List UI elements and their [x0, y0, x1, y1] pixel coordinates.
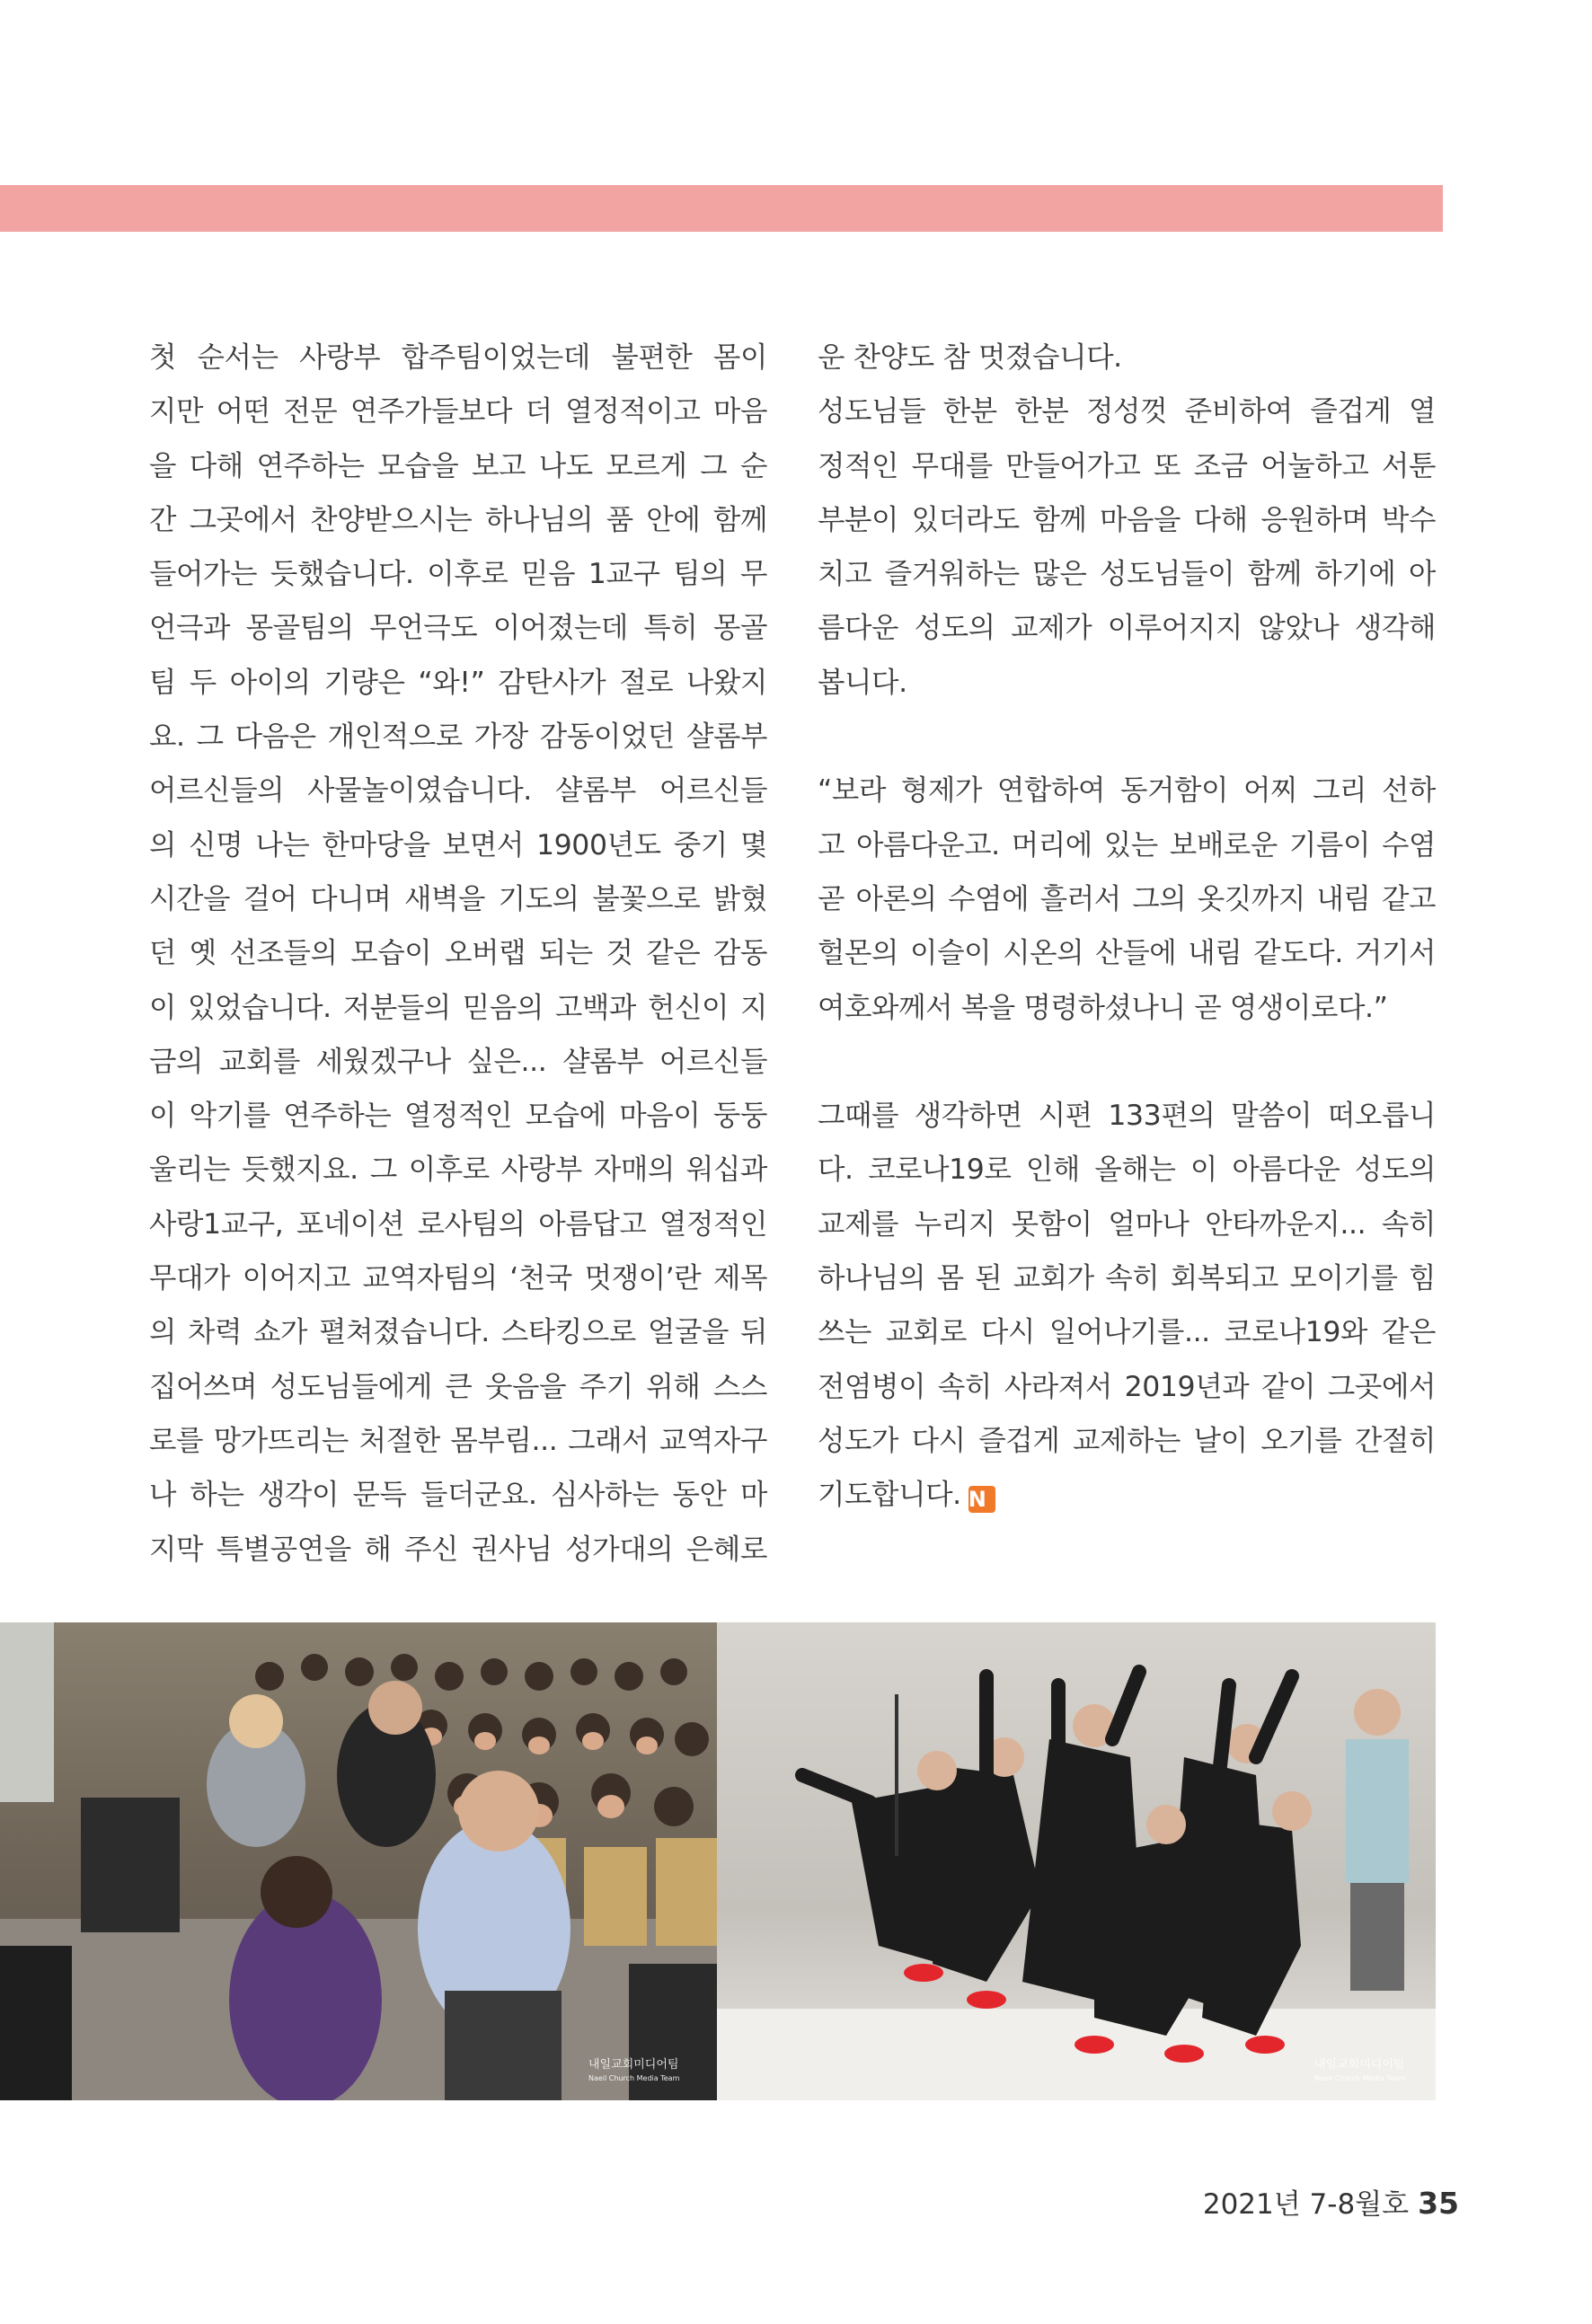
- text-line: 쓰는 교회로 다시 일어나기를... 코로나19와 같은: [818, 1316, 1436, 1349]
- photo-audience-dancing: [0, 1622, 717, 2100]
- text-line: 첫 순서는 사랑부 합주팀이었는데 불편한 몸이: [149, 341, 767, 374]
- photo-right-watermark: [1314, 2058, 1405, 2085]
- article-left-column: [149, 331, 767, 1577]
- text-line: 로를 망가뜨리는 처절한 몸부림... 그래서 교역자구: [149, 1424, 767, 1457]
- photo-audience-illustration: [0, 1622, 717, 2100]
- text-line: 고 아름다운고. 머리에 있는 보배로운 기름이 수염: [818, 828, 1436, 862]
- text-line: 지막 특별공연을 해 주신 권사님 성가대의 은혜로: [149, 1533, 767, 1566]
- text-line: 요. 그 다음은 개인적으로 가장 감동이었던 샬롬부: [149, 720, 767, 754]
- text-line: 금의 교회를 세웠겠구나 싶은... 샬롬부 어르신들: [149, 1045, 767, 1078]
- text-line: 던 옛 선조들의 모습이 오버랩 되는 것 같은 감동: [149, 937, 767, 970]
- text-line: 무대가 이어지고 교역자팀의 ‘천국 멋쟁이’란 제목: [149, 1262, 767, 1295]
- text-line: 시간을 걸어 다니며 새벽을 기도의 불꽃으로 밝혔: [149, 882, 767, 915]
- end-mark-icon: N: [968, 1486, 995, 1513]
- text-line: 의 신명 나는 한마당을 보면서 1900년도 중기 몇: [149, 828, 767, 862]
- text-line: 름다운 성도의 교제가 이루어지지 않았나 생각해: [818, 612, 1436, 645]
- text-line: 부분이 있더라도 함께 마음을 다해 응원하며 박수: [818, 503, 1436, 536]
- text-line: 여호와께서 복을 명령하셨나니 곧 영생이로다.”: [818, 991, 1388, 1024]
- photo-performers: [717, 1622, 1436, 2100]
- text-line: “보라 형제가 연합하여 동거함이 어찌 그리 선하: [818, 774, 1436, 808]
- text-line: 의 차력 쇼가 펼쳐졌습니다. 스타킹으로 얼굴을 뒤: [149, 1316, 767, 1349]
- text-line: 사랑1교구, 포네이션 로사팀의 아름답고 열정적인: [149, 1207, 767, 1241]
- text-line: 헐몬의 이슬이 시온의 산들에 내림 같도다. 거기서: [818, 937, 1436, 970]
- paragraph-gap: [818, 1035, 1436, 1089]
- text-line: 정적인 무대를 만들어가고 또 조금 어눌하고 서툰: [818, 449, 1436, 482]
- header-color-band: [0, 185, 1443, 232]
- text-line: 언극과 몽골팀의 무언극도 이어졌는데 특히 몽골: [149, 612, 767, 645]
- text-line: 울리는 듯했지요. 그 이후로 사랑부 자매의 워십과: [149, 1153, 767, 1187]
- paragraph-gap: [818, 710, 1436, 764]
- text-line: 지만 어떤 전문 연주가들보다 더 열정적이고 마음: [149, 395, 767, 429]
- watermark-title: 내일교회미디어팀: [1314, 2058, 1405, 2072]
- watermark-title: 내일교회미디어팀: [588, 2058, 679, 2072]
- text-line: 전염병이 속히 사라져서 2019년과 같이 그곳에서: [818, 1370, 1436, 1403]
- text-line: 봅니다.: [818, 666, 907, 699]
- text-line: 성도님들 한분 한분 정성껏 준비하여 즐겁게 열: [818, 395, 1436, 429]
- text-line: 어르신들의 사물놀이였습니다. 샬롬부 어르신들: [149, 774, 767, 808]
- issue-label: 2021년 7-8월호: [1202, 2188, 1410, 2221]
- text-line: 이 있었습니다. 저분들의 믿음의 고백과 헌신이 지: [149, 991, 767, 1024]
- text-line: 곧 아론의 수염에 흘러서 그의 옷깃까지 내림 같고: [818, 882, 1436, 915]
- text-line: 간 그곳에서 찬양받으시는 하나님의 품 안에 함께: [149, 503, 767, 536]
- final-line-text: 기도합니다.: [818, 1479, 961, 1512]
- watermark-sub: Naeil Church Media Team: [588, 2074, 680, 2082]
- text-line: [818, 1468, 1436, 1522]
- text-line: 성도가 다시 즐겁게 교제하는 날이 오기를 간절히: [818, 1424, 1436, 1457]
- text-line: 팀 두 아이의 기량은 “와!” 감탄사가 절로 나왔지: [149, 666, 767, 699]
- text-line: 들어가는 듯했습니다. 이후로 믿음 1교구 팀의 무: [149, 558, 767, 591]
- photo-left-watermark: [588, 2058, 679, 2085]
- text-line: 치고 즐거워하는 많은 성도님들이 함께 하기에 아: [818, 558, 1436, 591]
- text-line: 을 다해 연주하는 모습을 보고 나도 모르게 그 순: [149, 449, 767, 482]
- page-footer: [1203, 2181, 1459, 2222]
- page-number: 35: [1418, 2186, 1459, 2221]
- text-line: 나 하는 생각이 문득 들더군요. 심사하는 동안 마: [149, 1479, 767, 1512]
- text-line: 하나님의 몸 된 교회가 속히 회복되고 모이기를 힘: [818, 1262, 1436, 1295]
- text-line: 교제를 누리지 못함이 얼마나 안타까운지... 속히: [818, 1207, 1436, 1241]
- text-line: 운 찬양도 참 멋졌습니다.: [818, 341, 1122, 374]
- text-line: 그때를 생각하면 시편 133편의 말씀이 떠오릅니: [818, 1100, 1436, 1133]
- photo-performers-illustration: [717, 1622, 1436, 2100]
- text-line: 집어쓰며 성도님들에게 큰 웃음을 주기 위해 스스: [149, 1370, 767, 1403]
- article-right-column: [818, 331, 1436, 1523]
- watermark-sub: Naeil Church Media Team: [1314, 2074, 1406, 2082]
- text-line: 이 악기를 연주하는 열정적인 모습에 마음이 둥둥: [149, 1100, 767, 1133]
- text-line: 다. 코로나19로 인해 올해는 이 아름다운 성도의: [818, 1153, 1436, 1187]
